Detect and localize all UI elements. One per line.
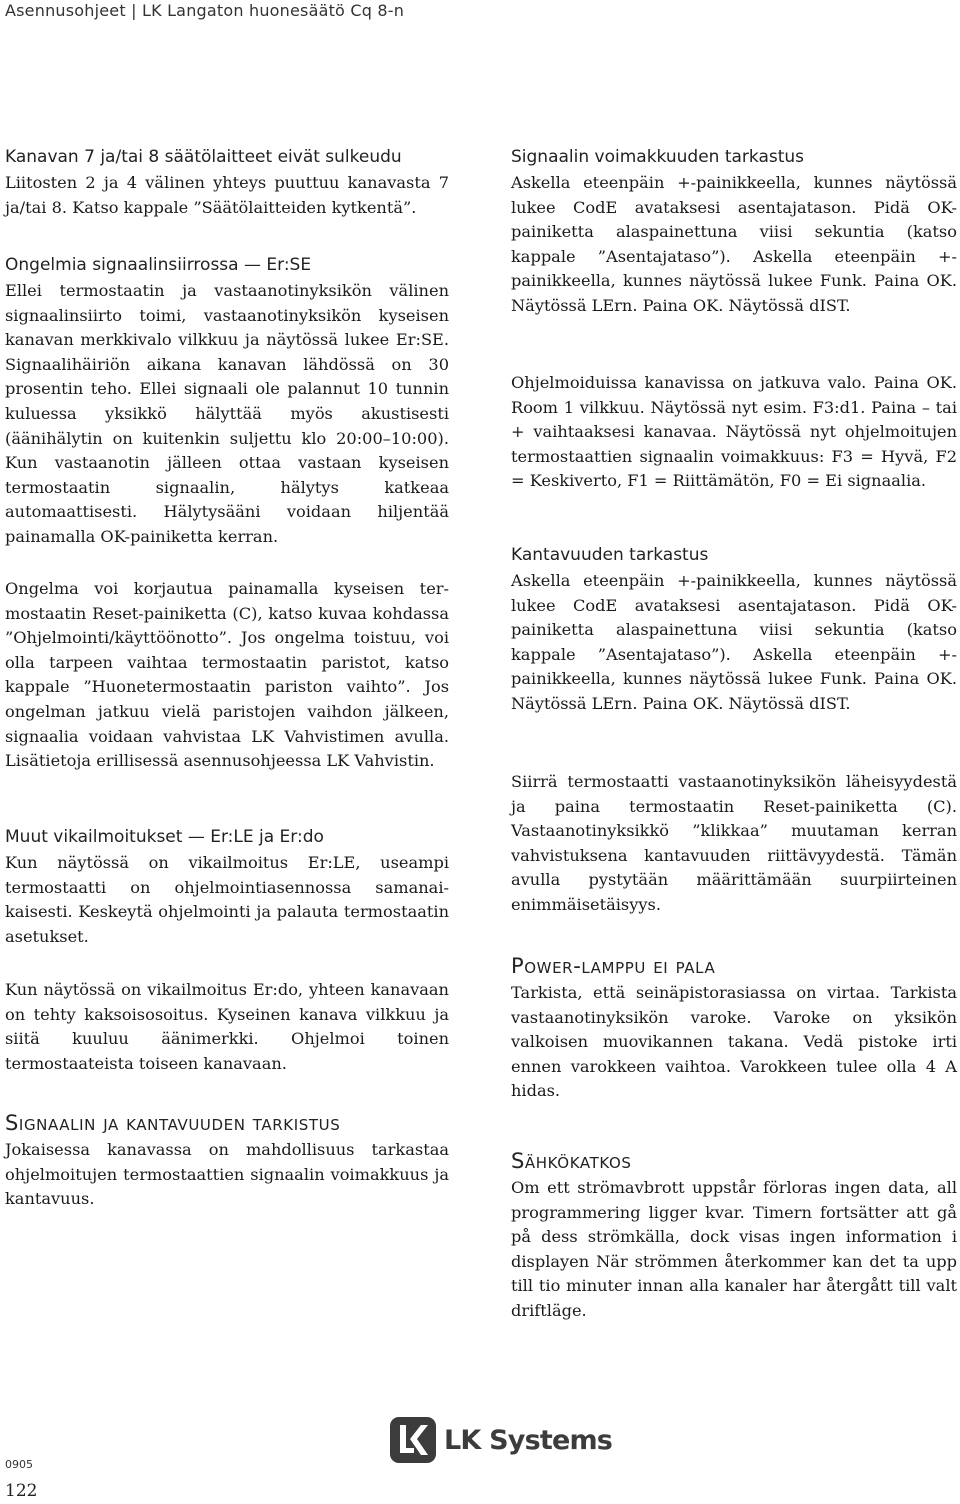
section-heading: Kantavuuden tarkastus [511,545,709,565]
section-other-errors [5,824,449,949]
lk-logo-icon [390,1417,436,1463]
paragraph: Kun näytössä on vikailmoitus Er:do, yhteen kanavaan on tehty kaksoisosoitus. Kyseinen kanava vilkkuu ja siitä kuuluu äänimerkki. Ohjelmoi toinen termostaateista toiseen kanavaan. [5,980,449,1073]
section-heading: Kanavan 7 ja/tai 8 säätölaitteet eivät sulkeudu [5,147,402,167]
section-signal-strength [511,144,957,319]
page-header: Asennusohjeet | LK Langaton huonesäätö Cq 8-n [5,1,405,20]
section-heading: Sähkökatkos [511,1149,632,1173]
paragraph: Ellei termostaatin ja vastaanotinyksikön välinen signaalinsiirto toimi, vastaanotinyksikön kyseisen kanavan merkkivalo vilkkuu ja näytössä lukee Er:SE. Signaalihäiriön aikana kanavan lähdössä on 30 prosentin teho. Ellei signaali ole palannut 10 tunnin kuluessa yksikkö hälyttää myös akustisesti (äänihälytin on kuitenkin suljettu klo 20:00–10:00). Kun vastaanotin jälleen ottaa vastaan kyseisen termostaatin signaalin, hälytys katkeaa automaattisesti. Hälytysääni voidaan hiljentää painamalla OK-painiketta kerran. [5,281,449,546]
brand-name: LK Systems [444,1424,613,1456]
section-heading: Muut vikailmoitukset — Er:LE ja Er:do [5,827,324,847]
paragraph: Ongelma voi korjautua painamalla kyseisen termostaatin Reset-painiketta (C), katso kuvaa kohdassa ”Ohjelmointi/käyttöönotto”. Jos ongelma toistuu, voi olla tarpeen vaihtaa termostaatin paristot, katso kappale ”Huonetermostaatin pariston vaihto”. Jos ongelman jatkuu vielä paristojen vaihdon jälkeen, signaalia voidaan vahvistaa LK Vahvistimen avulla. Lisätietoja erillisessä asennusohjeessa LK Vahvistin. [5,579,449,771]
section-heading: Power-lamppu ei pala [511,954,716,978]
document-code: 0905 [5,1458,33,1471]
paragraph: Jokaisessa kanavassa on mahdollisuus tarkastaa ohjelmoitujen termostaattien signaalin voimakkuus ja kantavuus. [5,1140,449,1209]
section-heading: Signaalin ja kantavuuden tarkistus [5,1111,341,1135]
paragraph: Tarkista, että seinäpistorasiassa on virtaa. Tarkista vastaanotinyksikön varoke. Varoke on yksikön valkoisen muovikannen takana. Vedä pistoke irti ennen varokkeen vaihtoa. Varokkeen tulee olla 4 A hidas. [511,983,957,1101]
section-range-check-cont [511,770,957,918]
section-heading: Signaalin voimakkuuden tarkastus [511,147,805,167]
page-number: 122 [5,1481,38,1501]
section-channel-actuators [5,144,449,220]
section-power-outage [511,1146,957,1324]
section-other-errors-cont [5,978,449,1076]
paragraph: Ohjelmoiduissa kanavissa on jatkuva valo. Paina OK. Room 1 vilkkuu. Näytössä nyt esim. F3:d1. Paina – tai + vaihtaaksesi kanavaa. Näytössä nyt ohjelmoitujen termostaattien signaalin voimakkuus: F3 = Hyvä, F2 = Keskiverto, F1 = Riittämätön, F0 = Ei signaalia. [511,373,957,491]
section-signal-transfer-cont [5,577,449,774]
paragraph: Askella eteenpäin +-painikkeella, kunnes näytössä lukee CodE avataksesi asentajatason. Pidä OK-painiketta alaspainettuna viisi sekuntia (katso kappale ”Asentajataso”). Askella eteenpäin +-painikkeella, kunnes näytössä lukee Funk. Paina OK. Näytössä LErn. Paina OK. Näytössä dIST. [511,173,957,315]
paragraph: Kun näytössä on vikailmoitus Er:LE, useampi termostaatti on ohjelmointiasennossa samanaikaisesti. Keskeytä ohjelmointi ja palauta termostaatin asetukset. [5,853,449,946]
section-range-check [511,542,957,717]
lk-systems-logo [390,1417,612,1463]
paragraph: Siirrä termostaatti vastaanotinyksikön läheisyydestä ja paina termostaatin Reset-painiketta (C). Vastaanotinyksikkö ”klikkaa” muutaman kerran vahvistuksena kantavuuden riittävyydestä. Tämän avulla pystytään määrittämään suurpiirteinen enimmäisetäisyys. [511,772,957,914]
section-signal-transfer [5,252,449,550]
paragraph: Om ett strömavbrott uppstår förloras ingen data, all programmering ligger kvar. Timern fortsätter att gå på dess strömkälla, dock visas ingen information i displayen När strömmen återkommer kan det ta upp till tio minuter innan alla kanaler har återgått till valt driftläge. [511,1178,957,1320]
section-signal-range-check [5,1108,449,1212]
section-power-lamp [511,951,957,1104]
section-signal-strength-cont [511,371,957,494]
paragraph: Askella eteenpäin +-painikkeella, kunnes näytössä lukee CodE avataksesi asentajatason. Pidä OK-painiketta alaspainettuna viisi sekuntia (katso kappale ”Asentajataso”). Askella eteenpäin +-painikkeella, kunnes näytössä lukee Funk. Paina OK. Näytössä LErn. Paina OK. Näytössä dIST. [511,571,957,713]
section-heading: Ongelmia signaalinsiirrossa — Er:SE [5,255,312,275]
paragraph: Liitosten 2 ja 4 välinen yhteys puuttuu kanavasta 7 ja/tai 8. Katso kappale ”Säätölaitteiden kytkentä”. [5,173,449,217]
